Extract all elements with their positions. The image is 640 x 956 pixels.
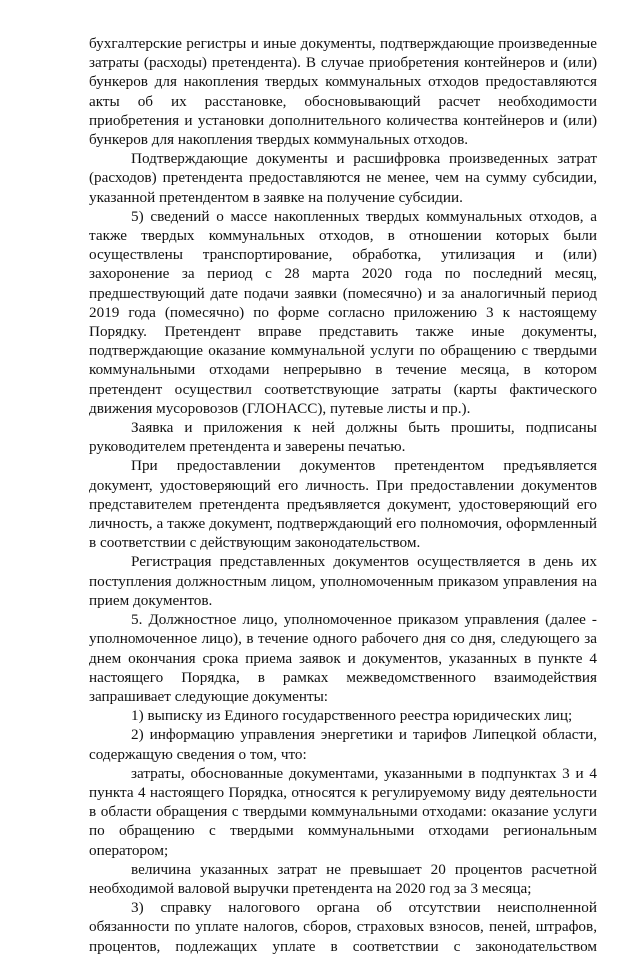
document-body — [89, 34, 597, 956]
list-item-1-egrul-extract: 1) выписку из Единого государственного реестра юридических лиц; — [131, 707, 573, 725]
paragraph-costs-regulated-activity: затраты, обоснованные документами, указанными в подпунктах 3 и 4 пункта 4 настоящего Порядка, относятся к регулируемому виду деятельности в области обращения с твердыми коммунальными отходами: оказание услуги по обращению с твердыми коммунальными отходами региональным оператором; — [89, 764, 597, 859]
paragraph-costs-limit: величина указанных затрат не превышает 20 процентов расчетной необходимой валовой выручки претендента на 2020 год за 3 месяца; — [89, 860, 597, 897]
paragraph-application-binding: Заявка и приложения к ней должны быть прошиты, подписаны руководителем претендента и заверены печатью. — [89, 419, 597, 456]
paragraph-registration: Регистрация представленных документов осуществляется в день их поступления должностным лицом, уполномоченным приказом управления на прием документов. — [89, 553, 597, 609]
paragraph-item-5-waste-mass: 5) сведений о массе накопленных твердых коммунальных отходов, а также твердых коммунальных отходов, в отношении которых были осуществлены транспортирование, обработка, утилизация и (или) захоронение за период с 28 марта 2020 года по последний месяц, предшествующий дате подачи заявки (помесячно) и за аналогичный период 2019 года (помесячно) по форме согласно приложению 3 к настоящему Порядку. Претендент вправе представить также иные документы, подтверждающие оказание коммунальной услуги по обращению с твердыми коммунальными отходами непрерывно в течение месяца, в котором претендент осуществил соответствующие затраты (карты фактического движения мусоровозов (ГЛОНАСС), путевые листы и пр.). — [89, 207, 597, 417]
paragraph-supporting-documents: Подтверждающие документы и расшифровка произведенных затрат (расходов) претендента предоставляются не менее, чем на сумму субсидии, указанной претендентом в заявке на получение субсидии. — [89, 150, 597, 206]
list-item-2-tariff-info: 2) информацию управления энергетики и тарифов Липецкой области, содержащую сведения о том, что: — [89, 726, 597, 763]
paragraph-expenses-documents: бухгалтерские регистры и иные документы, подтверждающие произведенные затраты (расходы) претендента). В случае приобретения контейнеров и (или) бункеров для накопления твердых коммунальных отходов предоставляются акты об их расстановке, обосновывающий расчет необходимости приобретения и установки дополнительного количества контейнеров и (или) бункеров для накопления твердых коммунальных отходов. — [89, 35, 597, 149]
list-item-3-tax-certificate: 3) справку налогового органа об отсутствии неисполненной обязанности по уплате налогов, сборов, страховых взносов, пеней, штрафов, процентов, подлежащих уплате в соответствии с законодательством — [89, 899, 597, 955]
paragraph-identity-document: При предоставлении документов претендентом предъявляется документ, удостоверяющий его личность. При предоставлении документов представителем претендента предъявляется документ, удостоверяющий его личность, а также документ, подтверждающий его полномочия, оформленный в соответствии с действующим законодательством. — [89, 457, 597, 552]
paragraph-section-5-authorized-person: 5. Должностное лицо, уполномоченное приказом управления (далее - уполномоченное лицо), в течение одного рабочего дня со дня, следующего за днем окончания срока приема заявок и документов, указанных в пункте 4 настоящего Порядка, в рамках межведомственного взаимодействия запрашивает следующие документы: — [89, 611, 597, 705]
